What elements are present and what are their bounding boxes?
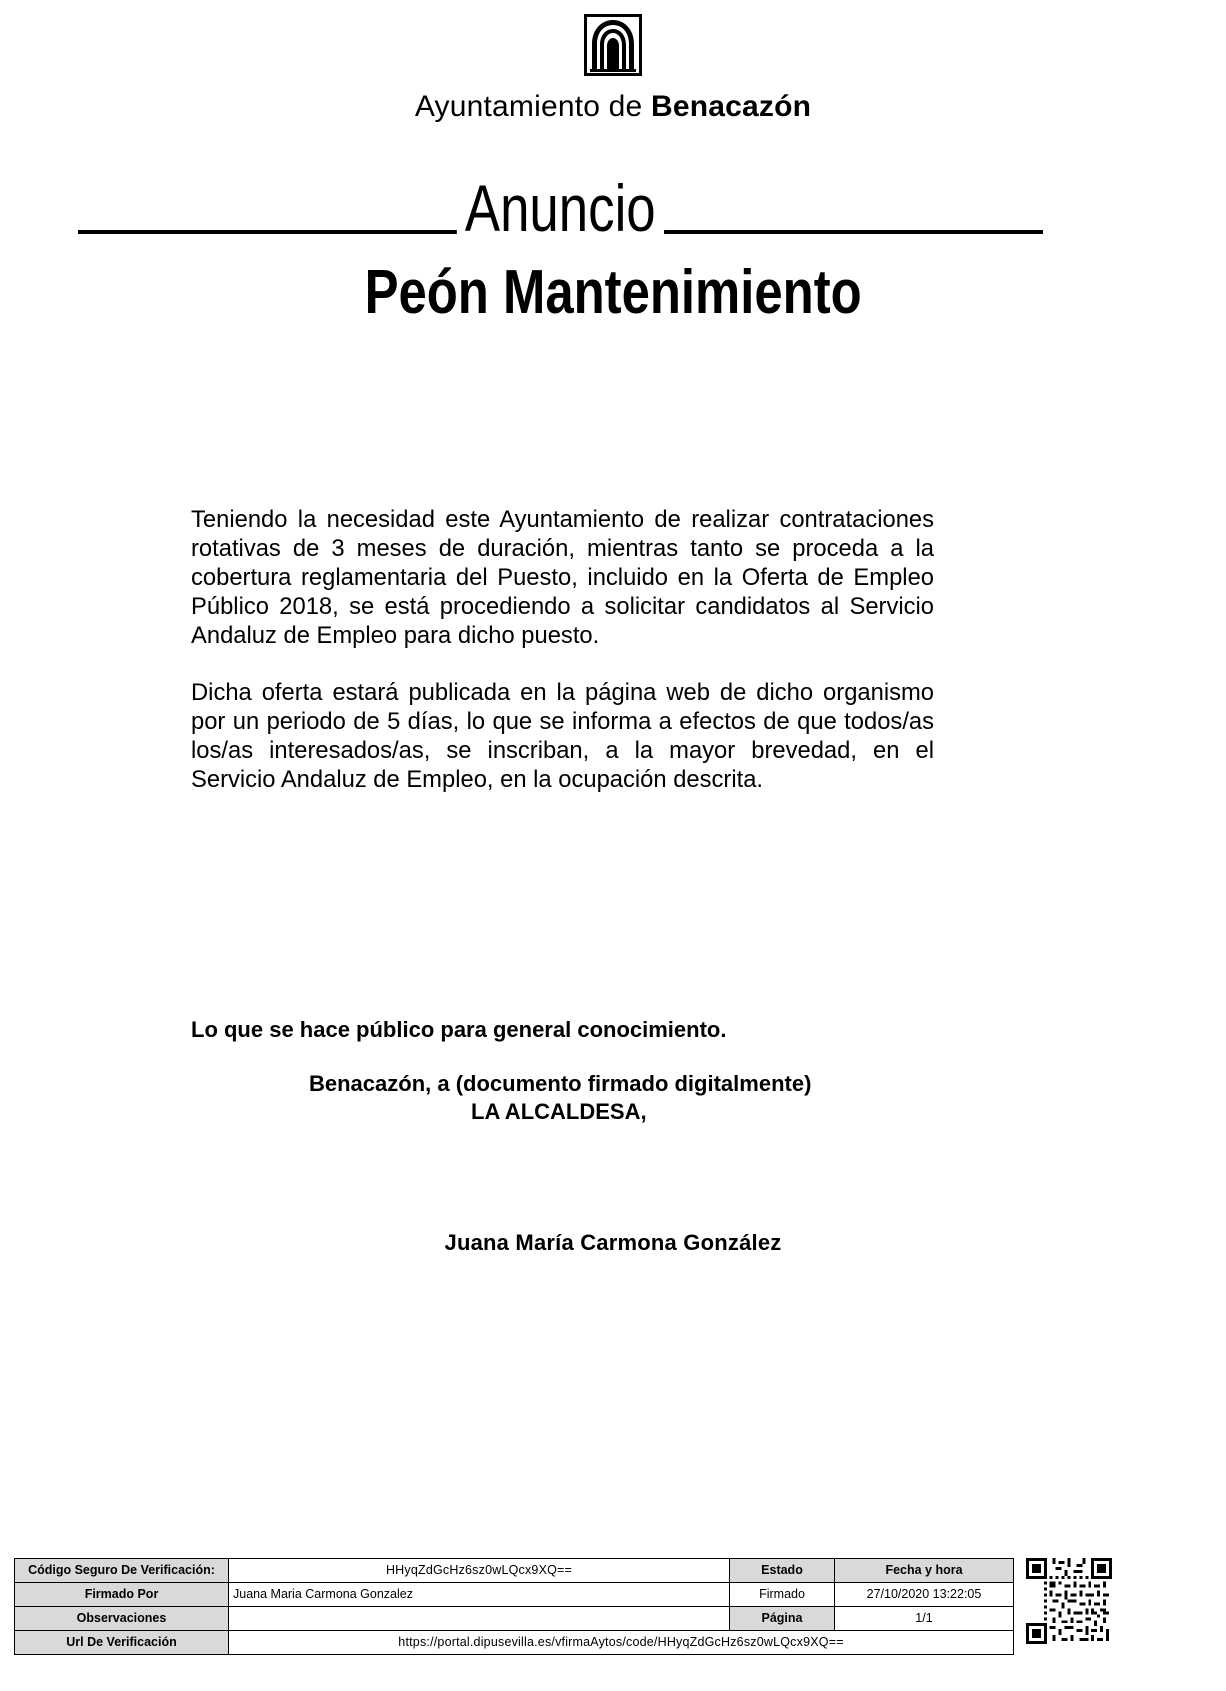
document-title-block [78,172,1043,244]
pagina-header: Página [730,1607,835,1631]
page-title [78,172,1043,244]
signer-name: Juana María Carmona González [444,1230,782,1255]
signature-block [191,1070,991,1126]
observaciones-value [229,1607,730,1631]
document-header [0,14,1226,124]
firmado-por-label: Firmado Por [15,1583,229,1607]
url-verificacion-label: Url De Verificación [15,1631,229,1655]
table-row [15,1631,1014,1655]
organization-title [0,90,1226,124]
body-paragraph-1: Teniendo la necesidad este Ayuntamiento de realizar contrataciones rotativas de 3 meses de duración, mientras tanto se proceda a la cobertura reglamentaria del Puesto, incluido en la Oferta de Empleo Público 2018, se está procediendo a solicitar candidatos al Servicio Andaluz de Empleo para dicho puesto. [191,506,935,649]
csv-label: Código Seguro De Verificación: [15,1559,229,1583]
table-row [15,1583,1014,1607]
fecha-hora-header: Fecha y hora [835,1559,1014,1583]
estado-header: Estado [730,1559,835,1583]
page-subtitle [0,258,1226,328]
body-paragraph-2: Dicha oferta estará publicada en la página web de dicho organismo por un periodo de 5 días, lo que se informa a efectos de que todos/as los/as interesados/as, se inscriban, a la mayor brevedad, en el Servicio Andaluz de Empleo, en la ocupación descrita. [191,679,935,793]
page-title-text: Anuncio [457,172,664,244]
signature-place-line: Benacazón, a (documento firmado digitalmente) [309,1071,812,1096]
table-row [15,1607,1014,1631]
public-notice-line: Lo que se hace público para general conocimiento. [191,1017,727,1042]
url-verificacion-value[interactable]: https://portal.dipusevilla.es/vfirmaAytos/code/HHyqZdGcHz6sz0wLQcx9XQ== [229,1631,1014,1655]
table-row [15,1559,1014,1583]
observaciones-label: Observaciones [15,1607,229,1631]
csv-value: HHyqZdGcHz6sz0wLQcx9XQ== [229,1559,730,1583]
organization-prefix: Ayuntamiento de [414,90,651,123]
pagina-value: 1/1 [835,1607,1014,1631]
document-body [191,505,957,794]
signature-role-line: LA ALCALDESA, [471,1099,647,1124]
fecha-hora-value: 27/10/2020 13:22:05 [835,1583,1014,1607]
qr-code-icon[interactable] [1026,1558,1112,1644]
arched-gateway-icon [584,14,642,76]
organization-name: Benacazón [650,90,812,123]
page-subtitle-text: Peón Mantenimiento [364,258,862,327]
firmado-por-value: Juana Maria Carmona Gonzalez [229,1583,730,1607]
verification-table [14,1558,1014,1655]
estado-value: Firmado [730,1583,835,1607]
verification-footer [14,1558,1212,1655]
